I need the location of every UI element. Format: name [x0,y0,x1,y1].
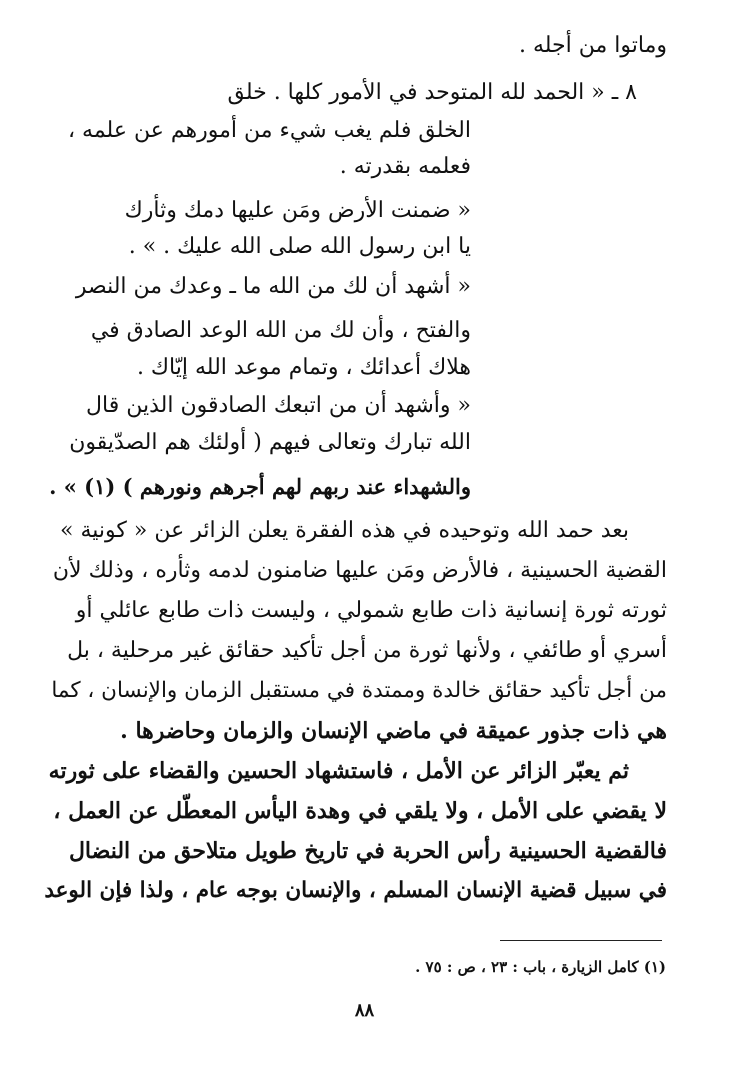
footnote-divider [500,940,662,941]
text-line: فالقضية الحسينية رأس الحربة في تاريخ طويل متلاحق من النضال [68,838,667,864]
text-line: الله تبارك وتعالى فيهم ( أولئك هم الصدّيقون [69,430,471,455]
text-line: هلاك أعدائك ، وتمام موعد الله إيّاك . [136,355,471,380]
text-line: وماتوا من أجله . [518,33,667,58]
text-line: القضية الحسينية ، فالأرض ومَن عليها ضامنون لدمه وثأره ، وذلك لأن [52,558,667,583]
text-line: بعد حمد الله وتوحيده في هذه الفقرة يعلن الزائر عن « كونية » [60,518,629,543]
text-line: « ضمنت الأرض ومَن عليها دمك وثأرك [124,198,471,223]
text-line: ثم يعبّر الزائر عن الأمل ، فاستشهاد الحسين والقضاء على ثورته [48,758,629,784]
text-line: والفتح ، وأن لك من الله الوعد الصادق في [90,318,471,343]
text-line: هي ذات جذور عميقة في ماضي الإنسان والزمان وحاضرها . [120,718,667,744]
text-line: أسري أو طائفي ، ولأنها ثورة من أجل تأكيد حقائق غير مرحلية ، بل [67,638,667,663]
text-line: « أشهد أن لك من الله ما ـ وعدك من النصر [75,274,471,299]
text-line: فعلمه بقدرته . [339,154,471,179]
text-line: من أجل تأكيد حقائق خالدة وممتدة في مستقبل الزمان والإنسان ، كما [51,678,667,703]
text-line: والشهداء عند ربهم لهم أجرهم ونورهم ) (١) » . [49,474,471,499]
page-number: ٨٨ [354,1000,375,1021]
footnote: (١) كامل الزيارة ، باب : ٢٣ ، ص : ٧٥ . [415,958,666,976]
text-line: ٨ ـ « الحمد لله المتوحد في الأمور كلها . خلق [227,80,637,105]
text-line: الخلق فلم يغب شيء من أمورهم عن علمه ، [67,118,471,143]
text-line: « وأشهد أن من اتبعك الصادقون الذين قال [86,393,471,418]
text-line: في سبيل قضية الإنسان المسلم ، والإنسان بوجه عام ، ولذا فإن الوعد [44,878,667,903]
text-line: يا ابن رسول الله صلى الله عليك . » . [128,234,471,259]
text-line: لا يقضي على الأمل ، ولا يلقي في وهدة اليأس المعطّل عن العمل ، [53,798,667,824]
text-line: ثورته ثورة إنسانية ذات طابع شمولي ، وليست ذات طابع عائلي أو [75,598,667,623]
